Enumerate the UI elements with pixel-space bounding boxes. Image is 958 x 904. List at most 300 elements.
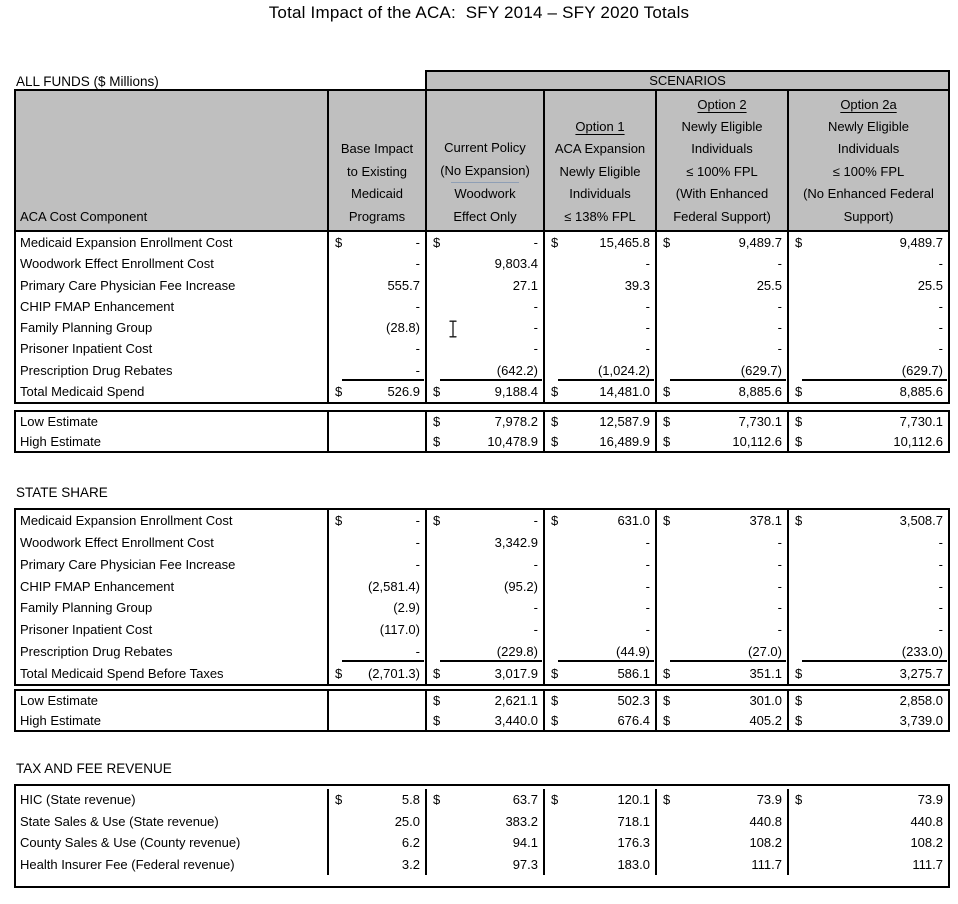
cell-option-2 — [655, 662, 787, 684]
cell-value: 383.2 — [505, 813, 538, 829]
cell-option-2 — [655, 381, 787, 402]
currency-symbol: $ — [663, 235, 671, 251]
cell-value: - — [777, 556, 782, 572]
cell-value: 9,489.7 — [899, 235, 943, 251]
header-line: Effect Only — [453, 208, 517, 224]
currency-symbol: $ — [663, 414, 671, 430]
cell-value: 526.9 — [387, 383, 420, 399]
header-line: Programs — [348, 208, 406, 224]
cell-option-2 — [655, 811, 787, 833]
cell-value: 25.5 — [756, 277, 782, 293]
cell-option-2a — [787, 510, 948, 532]
cell-base-impact — [327, 381, 425, 402]
currency-symbol: $ — [795, 414, 803, 430]
cell-value: (95.2) — [504, 578, 538, 594]
currency-symbol: $ — [433, 513, 441, 529]
scenarios-header: SCENARIOS — [425, 70, 950, 89]
currency-symbol: $ — [551, 383, 559, 399]
cell-current-policy — [425, 412, 543, 432]
cell-option-2a — [787, 381, 948, 402]
cell-base-impact — [327, 360, 425, 381]
cell-base-impact — [327, 532, 425, 554]
table-row — [16, 832, 948, 854]
cell-value: 9,188.4 — [494, 383, 538, 399]
cell-value: 111.7 — [912, 856, 943, 872]
cell-value: 10,112.6 — [893, 433, 943, 449]
cell-option-2 — [655, 575, 787, 597]
cell-value: 108.2 — [910, 835, 943, 851]
cell-base-impact — [327, 641, 425, 663]
woodwork-overlined-text: Woodwork — [451, 182, 518, 205]
cell-value: - — [415, 362, 420, 378]
cell-base-impact — [327, 575, 425, 597]
cell-value: - — [415, 235, 420, 251]
section-label-all-funds: ALL FUNDS ($ Millions) — [16, 74, 159, 89]
cell-option-1 — [543, 554, 655, 576]
cell-option-1 — [543, 532, 655, 554]
currency-symbol: $ — [433, 712, 441, 728]
header-line — [697, 94, 746, 116]
row-label: Low Estimate — [20, 693, 99, 709]
cell-base-impact — [327, 317, 425, 338]
currency-symbol: $ — [551, 513, 559, 529]
row-label: HIC (State revenue) — [20, 792, 136, 808]
cell-value: 16,489.9 — [599, 433, 650, 449]
row-label: Family Planning Group — [20, 320, 153, 336]
cell-value: 586.1 — [617, 665, 650, 681]
cell-value: 555.7 — [387, 277, 420, 293]
cell-base-impact — [327, 232, 425, 253]
cell-base-impact — [327, 253, 425, 274]
cell-value: 3,739.0 — [899, 712, 943, 728]
cell-value: - — [645, 535, 650, 551]
cell-value: 351.1 — [749, 665, 782, 681]
row-label: Medicaid Expansion Enrollment Cost — [20, 235, 233, 251]
cell-current-policy — [425, 381, 543, 402]
currency-symbol: $ — [663, 693, 671, 709]
cell-value: 7,978.2 — [494, 414, 538, 430]
cell-option-1 — [543, 597, 655, 619]
cell-option-2 — [655, 789, 787, 811]
cell-option-2a — [787, 832, 948, 854]
cell-value: - — [777, 341, 782, 357]
header-option-2 — [655, 91, 787, 230]
cell-value: - — [415, 341, 420, 357]
cell-current-policy — [425, 854, 543, 876]
cell-option-1 — [543, 711, 655, 731]
cell-value: 3,017.9 — [494, 665, 538, 681]
header-option-2a — [787, 91, 948, 230]
cell-base-impact — [327, 619, 425, 641]
cell-option-2 — [655, 641, 787, 663]
row-label: Total Medicaid Spend — [20, 383, 145, 399]
cell-value: - — [938, 320, 943, 336]
currency-symbol: $ — [795, 513, 803, 529]
currency-symbol: $ — [795, 712, 803, 728]
cell-value: - — [938, 298, 943, 314]
cell-base-impact — [327, 275, 425, 296]
cell-value: - — [645, 578, 650, 594]
cell-option-2 — [655, 711, 787, 731]
currency-symbol: $ — [663, 433, 671, 449]
currency-symbol: $ — [433, 433, 441, 449]
currency-symbol: $ — [433, 792, 441, 808]
cell-option-1 — [543, 691, 655, 711]
cell-value: 3,342.9 — [494, 535, 538, 551]
table-row — [16, 811, 948, 833]
tax-rows — [16, 786, 948, 886]
currency-symbol: $ — [335, 665, 343, 681]
cell-option-2 — [655, 554, 787, 576]
table-row — [16, 360, 948, 381]
cell-value: 301.0 — [749, 693, 782, 709]
cell-option-2a — [787, 275, 948, 296]
cell-option-2a — [787, 641, 948, 663]
cell-option-2a — [787, 711, 948, 731]
cell-option-2 — [655, 832, 787, 854]
cell-value: (229.8) — [496, 643, 538, 659]
cell-base-impact — [327, 811, 425, 833]
cell-value: - — [777, 622, 782, 638]
cell-value: 6.2 — [401, 835, 420, 851]
header-aca-cost-component — [16, 91, 327, 230]
all-funds-strip — [14, 70, 950, 89]
header-line: Support) — [843, 208, 894, 224]
header-line: Current Policy — [444, 140, 526, 156]
cell-value: 10,478.9 — [487, 433, 538, 449]
cell-value: - — [645, 600, 650, 616]
cell-option-2a — [787, 554, 948, 576]
cell-value: 3.2 — [401, 856, 420, 872]
header-line: ≤ 100% FPL — [832, 163, 905, 179]
cell-option-2a — [787, 412, 948, 432]
header-option-1 — [543, 91, 655, 230]
cell-option-1 — [543, 575, 655, 597]
currency-symbol: $ — [795, 235, 803, 251]
cell-current-policy — [425, 532, 543, 554]
cell-current-policy — [425, 432, 543, 452]
cell-value: 8,885.6 — [899, 383, 943, 399]
cell-option-2a — [787, 811, 948, 833]
cell-value: (629.7) — [901, 362, 943, 378]
cell-option-1 — [543, 296, 655, 317]
currency-symbol: $ — [335, 792, 343, 808]
cell-option-2a — [787, 253, 948, 274]
row-label: Health Insurer Fee (Federal revenue) — [20, 856, 235, 872]
cell-value: 7,730.1 — [738, 414, 782, 430]
row-label: Prescription Drug Rebates — [20, 362, 173, 378]
header-line: Individuals — [569, 186, 631, 202]
cell-value: 7,730.1 — [899, 414, 943, 430]
cell-base-impact — [327, 597, 425, 619]
cell-value: 8,885.6 — [738, 383, 782, 399]
cell-value: 10,112.6 — [732, 433, 782, 449]
cell-value: 2,621.1 — [494, 693, 538, 709]
cell-value: (1,024.2) — [597, 362, 650, 378]
table-row — [16, 510, 948, 532]
row-label: Prisoner Inpatient Cost — [20, 622, 153, 638]
cell-value: (2,581.4) — [367, 578, 420, 594]
cell-option-1 — [543, 432, 655, 452]
all-funds-rows — [16, 232, 948, 402]
cell-value: 183.0 — [617, 856, 650, 872]
cell-option-2a — [787, 317, 948, 338]
cell-option-2 — [655, 432, 787, 452]
cell-current-policy — [425, 832, 543, 854]
cell-option-2 — [655, 253, 787, 274]
cell-current-policy — [425, 360, 543, 381]
row-label: CHIP FMAP Enhancement — [20, 578, 175, 594]
cell-option-1 — [543, 338, 655, 359]
header-line: ≤ 100% FPL — [686, 163, 758, 179]
currency-symbol: $ — [663, 513, 671, 529]
cell-option-1 — [543, 275, 655, 296]
cell-current-policy — [425, 811, 543, 833]
cell-option-2a — [787, 296, 948, 317]
cell-current-policy — [425, 275, 543, 296]
tax-and-fee-table — [14, 784, 950, 888]
cell-value: 97.3 — [512, 856, 538, 872]
currency-symbol: $ — [551, 712, 559, 728]
cell-option-2 — [655, 317, 787, 338]
cell-option-2 — [655, 275, 787, 296]
currency-symbol: $ — [663, 665, 671, 681]
cell-value: - — [415, 643, 420, 659]
table-row — [16, 619, 948, 641]
cell-option-2 — [655, 360, 787, 381]
table-row — [16, 317, 948, 338]
row-label: Woodwork Effect Enrollment Cost — [20, 256, 214, 272]
cell-value: - — [938, 622, 943, 638]
cell-value: 718.1 — [617, 813, 650, 829]
header-line: ≤ 138% FPL — [564, 208, 636, 224]
cell-value: - — [645, 556, 650, 572]
cell-option-2a — [787, 789, 948, 811]
state-share-rows — [16, 510, 948, 684]
currency-symbol: $ — [795, 792, 803, 808]
cell-value: - — [533, 556, 538, 572]
state-share-estimates-table — [14, 689, 950, 732]
cell-option-1 — [543, 253, 655, 274]
cell-base-impact — [327, 510, 425, 532]
cell-current-policy — [425, 296, 543, 317]
table-row — [16, 381, 948, 402]
cell-value: 378.1 — [749, 513, 782, 529]
cell-current-policy — [425, 338, 543, 359]
currency-symbol: $ — [663, 712, 671, 728]
row-label: County Sales & Use (County revenue) — [20, 835, 241, 851]
cell-value: 12,587.9 — [599, 414, 650, 430]
cell-option-2a — [787, 619, 948, 641]
cell-option-2 — [655, 854, 787, 876]
cell-value: - — [533, 622, 538, 638]
cell-value: (2.9) — [393, 600, 420, 616]
table-row — [16, 232, 948, 253]
table-row — [16, 854, 948, 876]
header-line: to Existing — [347, 163, 407, 179]
all-funds-estimates-table — [14, 410, 950, 453]
cell-value: (233.0) — [901, 643, 943, 659]
cell-value: - — [938, 556, 943, 572]
section-label-state-share: STATE SHARE — [16, 485, 108, 500]
cell-value: 27.1 — [512, 277, 538, 293]
cell-value: (44.9) — [616, 643, 650, 659]
table-row — [16, 275, 948, 296]
cell-current-policy — [425, 597, 543, 619]
cell-base-impact — [327, 432, 425, 452]
cell-value: 25.0 — [394, 813, 420, 829]
cell-value: 25.5 — [917, 277, 943, 293]
cell-value: - — [415, 298, 420, 314]
cell-value: - — [777, 256, 782, 272]
cell-current-policy — [425, 554, 543, 576]
row-label: Medicaid Expansion Enrollment Cost — [20, 513, 233, 529]
cell-value: 2,858.0 — [899, 693, 943, 709]
row-label: High Estimate — [20, 433, 101, 449]
header-current-policy — [425, 91, 543, 230]
currency-symbol: $ — [551, 235, 559, 251]
header-line — [575, 116, 624, 138]
cell-value: - — [415, 256, 420, 272]
cell-value: - — [938, 341, 943, 357]
cell-option-2 — [655, 232, 787, 253]
cell-current-policy — [425, 619, 543, 641]
cell-option-2a — [787, 854, 948, 876]
header-line: Medicaid — [350, 186, 404, 202]
currency-symbol: $ — [335, 513, 343, 529]
row-label: CHIP FMAP Enhancement — [20, 298, 175, 314]
state-share-table — [14, 508, 950, 686]
cell-value: - — [533, 235, 538, 251]
cell-option-2 — [655, 691, 787, 711]
header-line: Base Impact — [340, 141, 414, 157]
cell-current-policy — [425, 641, 543, 663]
cell-option-2a — [787, 662, 948, 684]
cell-value: (2,701.3) — [367, 665, 420, 681]
cell-value: - — [938, 600, 943, 616]
header-line: Individuals — [837, 141, 900, 157]
cell-option-2 — [655, 510, 787, 532]
row-label: Low Estimate — [20, 414, 99, 430]
table-row — [16, 412, 948, 432]
currency-symbol: $ — [433, 665, 441, 681]
cell-value: 440.8 — [749, 813, 782, 829]
cell-value: - — [533, 513, 538, 529]
currency-symbol: $ — [795, 383, 803, 399]
table-row — [16, 711, 948, 731]
option2a-underlined-text: Option 2a — [840, 96, 897, 112]
header-base-impact — [327, 91, 425, 230]
header-line: ACA Cost Component — [20, 208, 148, 224]
cell-option-2 — [655, 412, 787, 432]
cell-current-policy — [425, 253, 543, 274]
table-row — [16, 691, 948, 711]
table-row — [16, 597, 948, 619]
row-label: State Sales & Use (State revenue) — [20, 813, 219, 829]
cell-option-1 — [543, 641, 655, 663]
cell-option-2a — [787, 338, 948, 359]
cell-value: - — [645, 341, 650, 357]
cell-base-impact — [327, 691, 425, 711]
header-line: (No Enhanced Federal — [803, 186, 934, 202]
header-line — [451, 182, 518, 205]
cell-value: 108.2 — [749, 835, 782, 851]
cell-base-impact — [327, 412, 425, 432]
cell-value: 73.9 — [756, 792, 782, 808]
cell-option-2 — [655, 532, 787, 554]
cell-current-policy — [425, 317, 543, 338]
cell-value: - — [533, 341, 538, 357]
currency-symbol: $ — [663, 383, 671, 399]
cell-option-2a — [787, 691, 948, 711]
cell-value: (28.8) — [386, 320, 420, 336]
cell-current-policy — [425, 711, 543, 731]
currency-symbol: $ — [551, 414, 559, 430]
cell-value: - — [645, 622, 650, 638]
cell-value: - — [777, 298, 782, 314]
cell-option-1 — [543, 854, 655, 876]
cell-value: 9,803.4 — [494, 256, 538, 272]
table-row — [16, 338, 948, 359]
cell-value: - — [938, 256, 943, 272]
cell-value: 502.3 — [617, 693, 650, 709]
cell-value: 73.9 — [917, 792, 943, 808]
currency-symbol: $ — [551, 792, 559, 808]
text-cursor-icon — [447, 320, 459, 338]
table-row — [16, 641, 948, 663]
currency-symbol: $ — [663, 792, 671, 808]
currency-symbol: $ — [335, 383, 343, 399]
table-row — [16, 554, 948, 576]
section-label-tax-and-fee: TAX AND FEE REVENUE — [16, 761, 172, 776]
header-line: Federal Support) — [673, 208, 771, 224]
cell-value: 39.3 — [624, 277, 650, 293]
cell-value: (27.0) — [748, 643, 782, 659]
cell-value: - — [645, 298, 650, 314]
header-line: Individuals — [691, 141, 753, 157]
cell-option-1 — [543, 510, 655, 532]
table-row — [16, 296, 948, 317]
cell-base-impact — [327, 854, 425, 876]
cell-value: - — [533, 298, 538, 314]
cell-value: 3,275.7 — [899, 665, 943, 681]
cell-value: 440.8 — [910, 813, 943, 829]
table-row — [16, 432, 948, 452]
cell-option-2a — [787, 532, 948, 554]
cell-current-policy — [425, 510, 543, 532]
row-label: Primary Care Physician Fee Increase — [20, 556, 236, 572]
cell-value: - — [777, 320, 782, 336]
currency-symbol: $ — [433, 235, 441, 251]
currency-symbol: $ — [335, 235, 343, 251]
cell-current-policy — [425, 691, 543, 711]
cell-value: 3,508.7 — [899, 513, 943, 529]
cell-value: 120.1 — [617, 792, 650, 808]
cell-value: - — [415, 556, 420, 572]
cell-value: 9,489.7 — [738, 235, 782, 251]
cell-value: 631.0 — [617, 513, 650, 529]
cell-base-impact — [327, 296, 425, 317]
table-column-header — [14, 89, 950, 230]
cell-value: - — [938, 535, 943, 551]
cell-base-impact — [327, 662, 425, 684]
table-row — [16, 662, 948, 684]
cell-value: 405.2 — [749, 712, 782, 728]
cell-value: (117.0) — [379, 622, 420, 638]
header-line: (With Enhanced — [675, 186, 769, 202]
cell-option-1 — [543, 789, 655, 811]
cell-base-impact — [327, 832, 425, 854]
